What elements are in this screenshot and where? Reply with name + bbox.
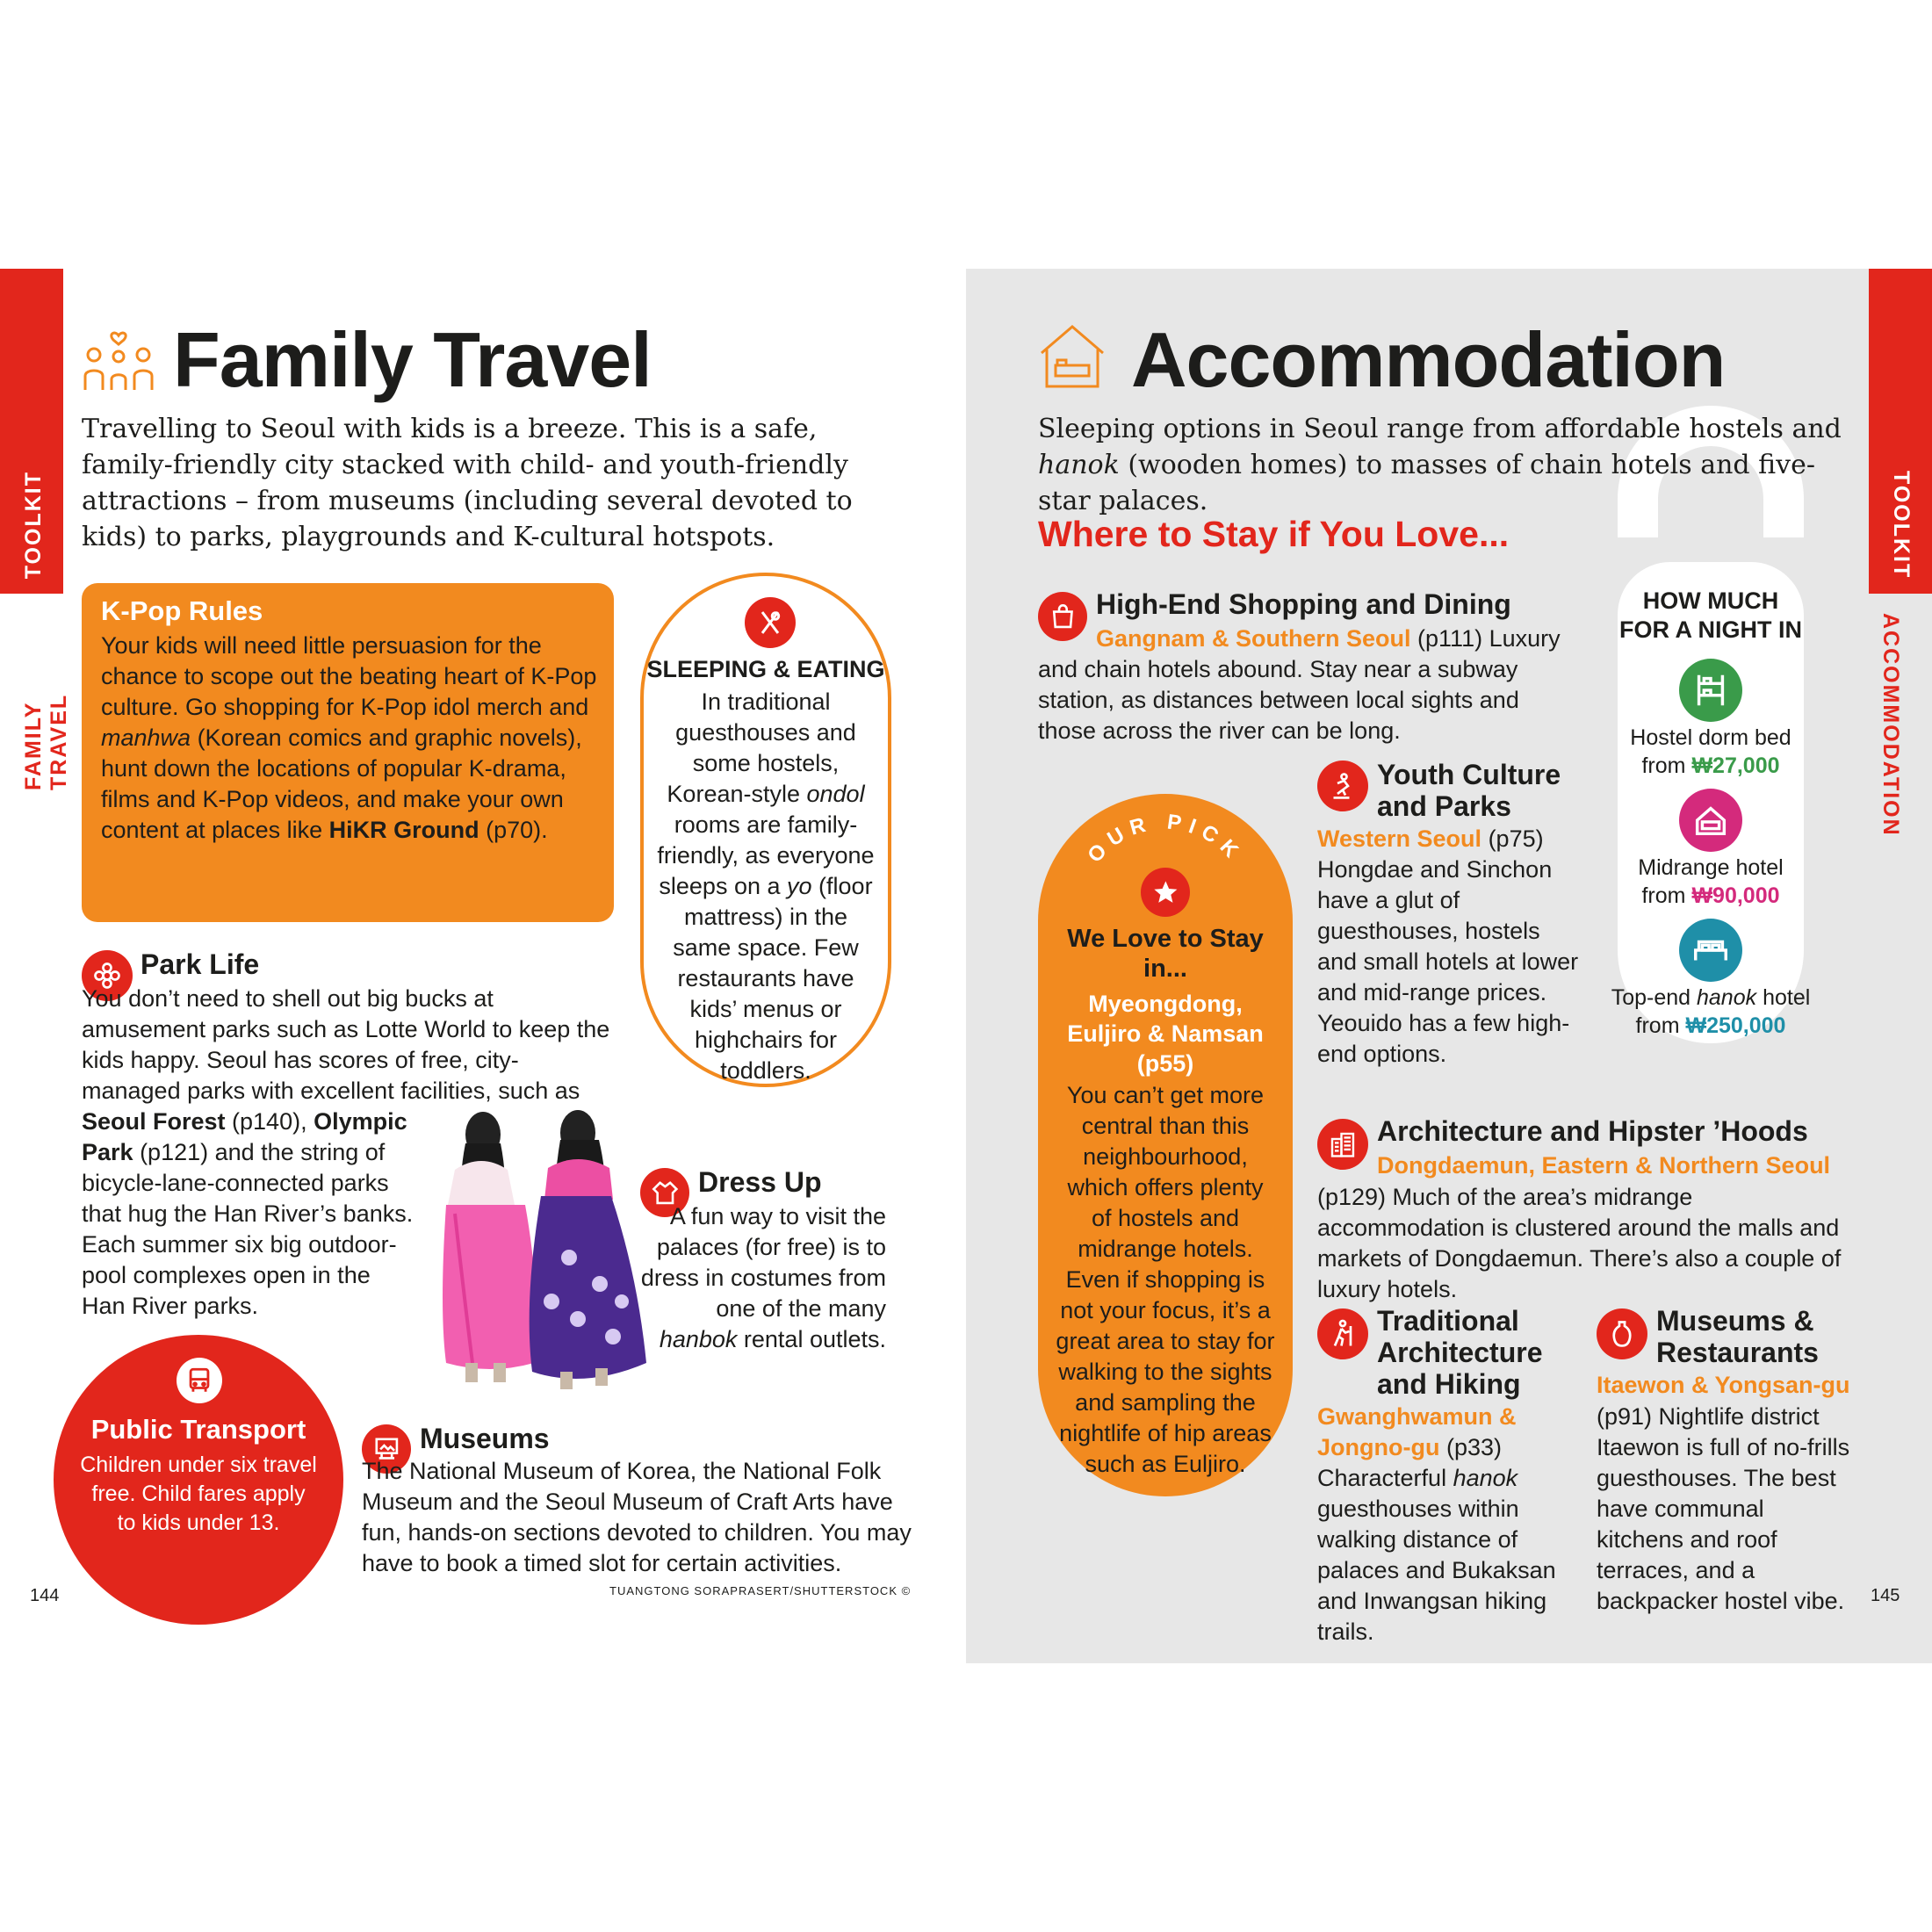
page-number-left: 144 [30,1586,60,1605]
architecture-area: Dongdaemun, Eastern & Northern Seoul [1377,1152,1831,1179]
price-label: Midrange hotel [1638,855,1784,880]
section-tab-accommodation[interactable]: ACCOMMODATION [1878,613,1903,837]
door-hanger-card [1611,562,1811,1043]
bus-icon [177,1358,222,1403]
price-line [1604,1012,1818,1040]
youth-text [1317,824,1586,1070]
utensils-icon [745,597,796,648]
price-item-midrange [1618,854,1804,910]
section-tab-family-travel[interactable]: FAMILY TRAVEL [21,693,71,790]
double-bed-icon [1679,919,1742,982]
price-value-topend: ₩250,000 [1685,1013,1786,1038]
museums-text: The National Museum of Korea, the National Folk Museum and the Seoul Museum of Craft Arts have fun, hands-on sections devoted to children. You may have to book a timed slot for certain activities. [362,1458,912,1576]
kpop-text-part: (Korean comics and graphic novels), hunt down the locations of popular K-drama, films and K-Pop videos, and make your own content at places like [101,724,582,843]
intro-part: Sleeping options in Seoul range from affordable hostels and [1038,414,1842,444]
toolkit-tab-left[interactable] [0,269,63,594]
kpop-box [82,583,614,922]
park-life-text-top [82,984,617,1107]
dress-up-heading: Dress Up [698,1166,822,1198]
price-value-hostel: ₩27,000 [1691,753,1780,778]
shopping-area: Gangnam & Southern Seoul [1096,625,1411,652]
shopping-text-part: (p111) Luxury and chain hotels abound. Stay near a subway station, as distances between local sights and those across the river can be long. [1038,625,1561,744]
sleeping-text-part: (floor mattress) in the same space. Few restaurants have kids’ menus or highchairs for toddlers. [673,873,873,1084]
youth-text-part: (p75) Hongdae and Sinchon have a glut of guesthouses, hostels and small hotels at lower and mid-range prices. Yeouido has a few high-end options. [1317,825,1579,1067]
our-pick-area: Myeongdong, Euljiro & Namsan (p55) [1067,991,1264,1077]
architecture-heading: Architecture and Hipster ’Hoods [1377,1115,1808,1147]
traditional-text-part: guesthouses within walking distance of palaces and Bukaksan and Inwangsan hiking trails. [1317,1496,1556,1645]
traditional-area: Gwanghwamun & Jongno-gu [1317,1403,1517,1460]
public-transport-circle [54,1335,343,1625]
youth-area: Western Seoul [1317,825,1482,852]
youth-heading: Youth Culture and Parks [1377,759,1561,822]
bunk-bed-icon [1679,659,1742,722]
kpop-heading: K-Pop Rules [101,595,263,626]
where-to-stay-heading: Where to Stay if You Love... [1038,514,1510,554]
sleeping-italic: ondol [806,781,865,807]
house-bed-icon [1038,323,1107,390]
price-label [1604,984,1818,1012]
our-pick-badge-text: OUR PICK [1083,811,1248,868]
photo-credit: TUANGTONG SORAPRASERT/SHUTTERSTOCK © [609,1584,912,1597]
our-pick-text: You can’t get more central than this neighbourhood, which offers plenty of hostels and midrange hotels. Even if shopping is not your focus, it’s a great area to stay for walking to the sights and sampling the nightlife of hip areas such as Euljiro. [1056,1082,1275,1477]
star-icon [1141,868,1190,917]
sleeping-italic: yo [787,873,812,899]
hotel-bed-icon [1679,789,1742,852]
price-from: from [1635,1013,1686,1038]
hanbok-girls-photo [420,1108,666,1398]
price-label: Hostel dorm bed [1630,725,1791,750]
dress-up-text [640,1201,886,1355]
kpop-text-part: Your kids will need little persuasion for the chance to scope out the beating heart of K-Pop culture. Go shopping for K-Pop idol merch and [101,632,597,720]
sleeping-text-part: rooms are family-friendly, as everyone sleeps on a [657,811,875,899]
skater-icon [1317,761,1368,811]
family-intro: Travelling to Seoul with kids is a breeze. This is a safe, family-friendly city stacked with child- and youth-friendly attractions – from museums (including several devoted to kids) to parks, playgrounds and K-cultural hotspots. [82,414,853,552]
price-line [1618,752,1804,780]
traditional-text-part: (p33) Characterful [1317,1434,1503,1491]
vase-icon [1597,1308,1647,1359]
family-icon [82,323,156,393]
traditional-italic: hanok [1453,1465,1518,1491]
intro-part: (wooden homes) to masses of chain hotels and five-star palaces. [1038,450,1815,516]
park-place: Seoul Forest [82,1108,226,1135]
accommodation-intro [1038,411,1855,519]
price-label-part: hotel [1756,985,1811,1010]
price-label-part: Top-end [1611,985,1697,1010]
page-number-right: 145 [1871,1586,1900,1605]
dress-italic: hanbok [659,1326,738,1352]
svg-text:OUR PICK [1083,811,1247,868]
public-transport-text: Children under six travel free. Child fares apply to kids under 13. [80,1453,317,1535]
shopping-heading: High-End Shopping and Dining [1096,588,1511,620]
shopping-text [1038,624,1574,746]
park-life-text-bottom [82,1107,415,1322]
price-item-topend [1604,984,1818,1040]
price-value-midrange: ₩90,000 [1691,883,1780,908]
toolkit-tab-right[interactable] [1869,269,1932,594]
price-from: from [1641,753,1692,778]
dress-text-part: A fun way to visit the palaces (for free) is to dress in costumes from one of the many [640,1203,886,1322]
page-title-accommodation: Accommodation [1131,316,1726,403]
toolkit-tab-label: TOOLKIT [21,471,46,580]
museums-restaurants-text: (p91) Nightlife district Itaewon is full of no-frills guesthouses. The best have communal kitchens and roof terraces, and a backpacker hostel vibe. [1597,1403,1850,1614]
our-pick-box [1038,794,1293,1496]
park-life-heading: Park Life [141,948,260,980]
hiker-icon [1317,1308,1368,1359]
museums-restaurants-heading: Museums & Restaurants [1656,1305,1819,1368]
kpop-place: HiKR Ground [328,817,479,843]
buildings-icon [1317,1119,1368,1170]
park-ref: (p140), [225,1108,314,1135]
sleeping-eating-text [656,687,876,1086]
toolkit-tab-label: TOOLKIT [1889,471,1914,580]
dress-text-part: rental outlets. [737,1326,886,1352]
page-title-family-travel: Family Travel [173,316,652,403]
price-item-hostel [1618,724,1804,780]
museums-heading: Museums [420,1423,550,1454]
intro-italic: hanok [1038,450,1120,480]
kpop-italic: manhwa [101,724,191,751]
traditional-text [1317,1402,1581,1647]
park-text-part: You don’t need to shell out big bucks at amusement parks such as Lotte World to keep the kids happy. Seoul has scores of free, city-managed parks with excellent facilities, such as [82,985,610,1104]
park-text-part: (p121) and the string of bicycle-lane-connected parks that hug the Han River’s banks. Each summer six big outdoor-pool complexes open in the Han River parks. [82,1139,414,1319]
architecture-text: (p129) Much of the area’s midrange accommodation is clustered around the malls and markets of Dongdaemun. There’s also a couple of luxury hotels. [1317,1184,1842,1302]
sleeping-eating-heading: SLEEPING & EATING [646,656,885,682]
our-pick-heading: We Love to Stay in... [1067,925,1264,983]
kpop-ref: (p70). [479,817,548,843]
museums-restaurants-area: Itaewon & Yongsan-gu [1597,1372,1850,1398]
traditional-heading: Traditional Architecture and Hiking [1377,1305,1543,1400]
price-heading: HOW MUCH FOR A NIGHT IN [1619,588,1802,643]
kpop-text [101,631,602,846]
park-place: Olympic Park [82,1108,407,1165]
price-line [1618,882,1804,910]
sleeping-eating-box [640,573,891,1087]
sleeping-text-part: In traditional guesthouses and some hostels, Korean-style [667,688,856,807]
public-transport-heading: Public Transport [90,1414,306,1445]
price-label-italic: hanok [1697,985,1757,1010]
price-from: from [1641,883,1692,908]
